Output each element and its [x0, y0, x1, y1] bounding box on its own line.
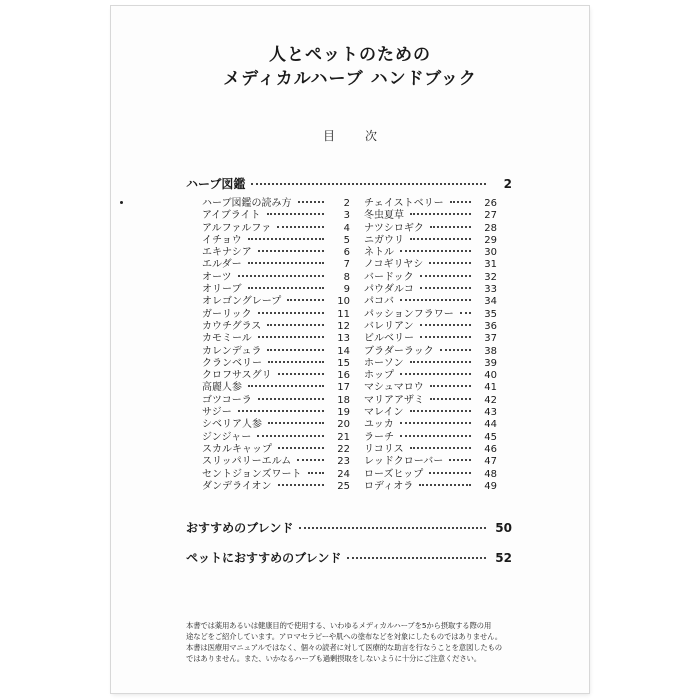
book-title-line2: メディカルハーブ ハンドブック — [223, 69, 477, 89]
toc-entry-name: ローズヒップ — [364, 468, 424, 480]
toc-entry-page: 33 — [484, 284, 497, 296]
toc-section-label: ハーブ図鑑 — [186, 177, 246, 191]
toc-entry-name: パッションフラワー — [364, 308, 454, 320]
toc-entry-name: ニガウリ — [364, 234, 404, 246]
toc-entry — [202, 259, 350, 271]
toc-column-left — [202, 198, 350, 493]
toc-entry-name: イチョウ — [202, 234, 242, 246]
toc-entry — [202, 481, 350, 493]
toc-entry-name: シベリア人参 — [202, 419, 262, 431]
toc-entry — [202, 296, 350, 308]
leader-dots — [429, 262, 471, 264]
toc-entry-page: 6 — [343, 247, 350, 259]
toc-entry-name: マレイン — [364, 407, 404, 419]
toc-entry-page: 38 — [484, 345, 497, 357]
toc-entry — [202, 309, 350, 321]
toc-entry — [364, 370, 497, 382]
toc-entry-page: 12 — [337, 320, 350, 332]
toc-entry-page: 4 — [343, 222, 350, 234]
toc-page-number: 50 — [495, 521, 512, 535]
toc-entry-page: 25 — [337, 480, 350, 492]
leader-dots — [258, 250, 324, 252]
toc-entry — [364, 259, 497, 271]
toc-entry — [202, 382, 350, 394]
leader-dots — [420, 324, 471, 326]
toc-entry-name: ゴツコーラ — [202, 394, 252, 406]
leader-dots — [419, 484, 471, 486]
toc-entry-name: ユッカ — [364, 419, 394, 431]
leader-dots — [420, 336, 471, 338]
toc-entry-name: 冬虫夏草 — [364, 210, 404, 222]
leader-dots — [267, 324, 324, 326]
toc-entry-name: スリッパリーエルム — [202, 456, 292, 468]
leader-dots — [400, 299, 471, 301]
toc-entry-name: ガーリック — [202, 308, 252, 320]
toc-entry-name: アイブライト — [202, 210, 261, 222]
toc-entry-page: 3 — [343, 210, 350, 222]
leader-dots — [248, 262, 324, 264]
toc-entry-name: ナツシロギク — [364, 222, 424, 234]
toc-entry-name: パウダルコ — [364, 284, 414, 296]
leader-dots — [450, 201, 471, 203]
note-line: 本書は医療用マニュアルではなく、個々の読者に対して医療的な助言を行なうことを意図したもの — [186, 643, 502, 652]
toc-entry-page: 18 — [337, 394, 350, 406]
book-title-line1: 人とペットのための — [269, 45, 431, 65]
toc-entry-page: 9 — [343, 284, 350, 296]
toc-entry — [202, 432, 350, 444]
toc-entry-page: 11 — [337, 308, 350, 320]
toc-entry — [364, 296, 497, 308]
leader-dots — [277, 226, 324, 228]
leader-dots — [257, 435, 324, 437]
toc-entry — [202, 198, 350, 210]
toc-entry-page: 8 — [343, 271, 350, 283]
toc-entry-page: 41 — [484, 382, 497, 394]
leader-dots — [400, 435, 471, 437]
leader-dots — [400, 373, 471, 375]
toc-entry — [364, 407, 497, 419]
toc-entry — [364, 456, 497, 468]
toc-entry — [202, 469, 350, 481]
leader-dots — [430, 385, 471, 387]
leader-dots — [430, 398, 471, 400]
note-line: 途などをご紹介しています。アロマセラピーや肌への塗布などを対象にしたものではありません。 — [186, 632, 502, 641]
toc-entry-page: 44 — [484, 419, 497, 431]
toc-entry-page: 32 — [484, 271, 497, 283]
leader-dots — [420, 287, 471, 289]
leader-dots — [308, 472, 325, 474]
toc-entry-page: 2 — [343, 198, 350, 209]
leader-dots — [258, 398, 324, 400]
toc-entry-page: 42 — [484, 394, 497, 406]
toc-entry — [364, 481, 497, 493]
toc-section-herbs — [186, 175, 512, 191]
toc-page-number: 52 — [495, 551, 512, 565]
toc-entry-page: 14 — [337, 345, 350, 357]
toc-section-label: ペットにおすすめのブレンド — [186, 551, 342, 565]
toc-entry-page: 45 — [484, 431, 497, 443]
leader-dots — [410, 410, 472, 412]
toc-entry-page: 5 — [343, 234, 350, 246]
toc-entry-page: 43 — [484, 407, 497, 419]
toc-entry — [364, 235, 497, 247]
toc-entry — [364, 333, 497, 345]
toc-entry-name: カレンデュラ — [202, 345, 262, 357]
toc-entry — [364, 432, 497, 444]
toc-entry-page: 39 — [484, 357, 497, 369]
toc-entry-page: 15 — [337, 357, 350, 369]
toc-entry-name: スカルキャップ — [202, 443, 272, 455]
toc-entry — [202, 333, 350, 345]
leader-dots — [268, 361, 324, 363]
leader-dots — [410, 238, 471, 240]
toc-entry-name: ノコギリヤシ — [364, 259, 424, 271]
leader-dots — [248, 238, 324, 240]
toc-entry-page: 36 — [484, 320, 497, 332]
toc-entry-page: 16 — [337, 370, 350, 382]
toc-entry-name: バードック — [364, 271, 414, 283]
toc-entry-name: リコリス — [364, 443, 404, 455]
toc-entry-page: 24 — [337, 468, 350, 480]
toc-entry-name: ブラダーラック — [364, 345, 434, 357]
leader-dots — [278, 484, 325, 486]
toc-page-number: 2 — [503, 177, 512, 191]
toc-entry-name: ハーブ図鑑の読み方 — [202, 198, 292, 209]
leader-dots — [410, 213, 471, 215]
toc-entry-name: オリーブ — [202, 284, 242, 296]
toc-entry-page: 23 — [337, 456, 350, 468]
toc-entry — [202, 210, 350, 222]
leader-dots — [420, 275, 471, 277]
toc-entry — [202, 419, 350, 431]
leader-dots — [440, 349, 471, 351]
toc-entry — [364, 469, 497, 481]
toc-entry — [202, 284, 350, 296]
toc-entry-name: カウチグラス — [202, 320, 262, 332]
toc-entry-page: 49 — [484, 480, 497, 492]
toc-entry-name: ダンデライオン — [202, 480, 272, 492]
toc-entry-name: カモミール — [202, 333, 252, 345]
toc-entry-page: 26 — [484, 198, 497, 209]
toc-entry — [364, 210, 497, 222]
toc-entry-name: バレリアン — [364, 320, 414, 332]
toc-entry-page: 10 — [337, 296, 350, 308]
toc-entry-page: 13 — [337, 333, 350, 345]
toc-entry-name: エルダー — [202, 259, 242, 271]
document-page — [111, 6, 589, 693]
toc-section-pet-blends — [186, 549, 512, 565]
toc-entry-name: オーツ — [202, 271, 232, 283]
toc-entry-name: チェイストベリー — [364, 198, 444, 209]
toc-entry-page: 47 — [484, 456, 497, 468]
toc-entry — [202, 395, 350, 407]
toc-entry-page: 7 — [343, 259, 350, 271]
toc-entry-page: 28 — [484, 222, 497, 234]
toc-entry — [202, 407, 350, 419]
toc-entry-name: 高麗人参 — [202, 382, 242, 394]
leader-dots — [460, 312, 471, 314]
toc-entry-page: 17 — [337, 382, 350, 394]
toc-entry-name: ジンジャー — [202, 431, 252, 443]
toc-entry — [364, 321, 497, 333]
toc-entry — [202, 358, 350, 370]
toc-entry-name: オレゴングレープ — [202, 296, 282, 308]
toc-entry-page: 35 — [484, 308, 497, 320]
toc-entry — [202, 321, 350, 333]
leader-dots — [400, 422, 471, 424]
toc-entry-name: ラーチ — [364, 431, 394, 443]
toc-entry-name: ホーソン — [364, 357, 404, 369]
toc-column-right — [364, 198, 497, 493]
toc-entry — [364, 358, 497, 370]
toc-entry — [364, 223, 497, 235]
toc-entry-page: 40 — [484, 370, 497, 382]
toc-entry — [364, 395, 497, 407]
leader-dots — [248, 287, 325, 289]
leader-dots — [430, 226, 471, 228]
toc-entry — [202, 235, 350, 247]
leader-dots — [268, 422, 324, 424]
leader-dots — [238, 275, 324, 277]
toc-entry — [202, 346, 350, 358]
toc-entry-page: 34 — [484, 296, 497, 308]
toc-entry-page: 22 — [337, 443, 350, 455]
note-line: 本書では薬用あるいは健康目的で使用する、いわゆるメディカルハーブを5から摂取する際の用 — [186, 621, 492, 630]
leader-dots — [410, 447, 471, 449]
toc-entry-page: 37 — [484, 333, 497, 345]
toc-entry — [202, 444, 350, 456]
toc-entry — [364, 346, 497, 358]
toc-entry — [202, 370, 350, 382]
toc-entry — [364, 309, 497, 321]
note-line: ではありません。また、いかなるハーブも過剰摂取をしないように十分にご注意ください。 — [186, 654, 481, 663]
toc-entry-page: 30 — [484, 247, 497, 259]
toc-entry-page: 21 — [337, 431, 350, 443]
toc-heading: 目次 — [322, 129, 407, 143]
leader-dots — [238, 410, 324, 412]
toc-entry-name: ビルベリー — [364, 333, 414, 345]
toc-entry-name: サジー — [202, 407, 232, 419]
toc-entry-page: 27 — [484, 210, 497, 222]
leader-dots — [251, 183, 486, 185]
toc-entry-name: アルファルファ — [202, 222, 272, 234]
toc-entry-name: レッドクローバー — [364, 456, 444, 468]
toc-entry-page: 48 — [484, 468, 497, 480]
leader-dots — [400, 250, 471, 252]
toc-entry-name: マシュマロウ — [364, 382, 424, 394]
toc-entry-name: パコバ — [364, 296, 394, 308]
toc-entry — [364, 272, 497, 284]
toc-entry-name: クランベリー — [202, 357, 262, 369]
toc-entry — [202, 272, 350, 284]
toc-entry — [364, 382, 497, 394]
toc-entry-page: 46 — [484, 443, 497, 455]
leader-dots — [287, 299, 324, 301]
toc-entry — [202, 223, 350, 235]
leader-dots — [278, 373, 324, 375]
toc-entry — [364, 247, 497, 259]
leader-dots — [248, 385, 324, 387]
leader-dots — [278, 447, 324, 449]
toc-entry — [364, 198, 497, 210]
toc-entry-name: セントジョンズワート — [202, 468, 302, 480]
toc-entry — [364, 444, 497, 456]
toc-entry — [202, 247, 350, 259]
leader-dots — [299, 527, 486, 529]
toc-entry-name: クロフサスグリ — [202, 370, 272, 382]
leader-dots — [267, 349, 324, 351]
leader-dots — [347, 557, 486, 559]
toc-entry-name: ネトル — [364, 247, 394, 259]
leader-dots — [410, 361, 471, 363]
leader-dots — [258, 336, 324, 338]
disclaimer-note — [186, 620, 516, 664]
toc-section-label: おすすめのブレンド — [186, 521, 294, 535]
leader-dots — [429, 472, 471, 474]
toc-entry — [202, 456, 350, 468]
ink-speck — [120, 201, 123, 204]
leader-dots — [297, 459, 324, 461]
toc-entry-name: エキナシア — [202, 247, 252, 259]
toc-entry-name: ロディオラ — [364, 480, 414, 492]
leader-dots — [258, 312, 324, 314]
leader-dots — [298, 201, 325, 203]
toc-entry-page: 29 — [484, 234, 497, 246]
toc-entry — [364, 419, 497, 431]
toc-section-blends — [186, 519, 512, 535]
toc-entry-page: 19 — [337, 407, 350, 419]
toc-entry — [364, 284, 497, 296]
leader-dots — [267, 213, 325, 215]
toc-entry-name: マリアアザミ — [364, 394, 424, 406]
leader-dots — [449, 459, 471, 461]
toc-entry-page: 20 — [337, 419, 350, 431]
toc-entry-name: ホップ — [364, 370, 394, 382]
toc-entry-page: 31 — [484, 259, 497, 271]
